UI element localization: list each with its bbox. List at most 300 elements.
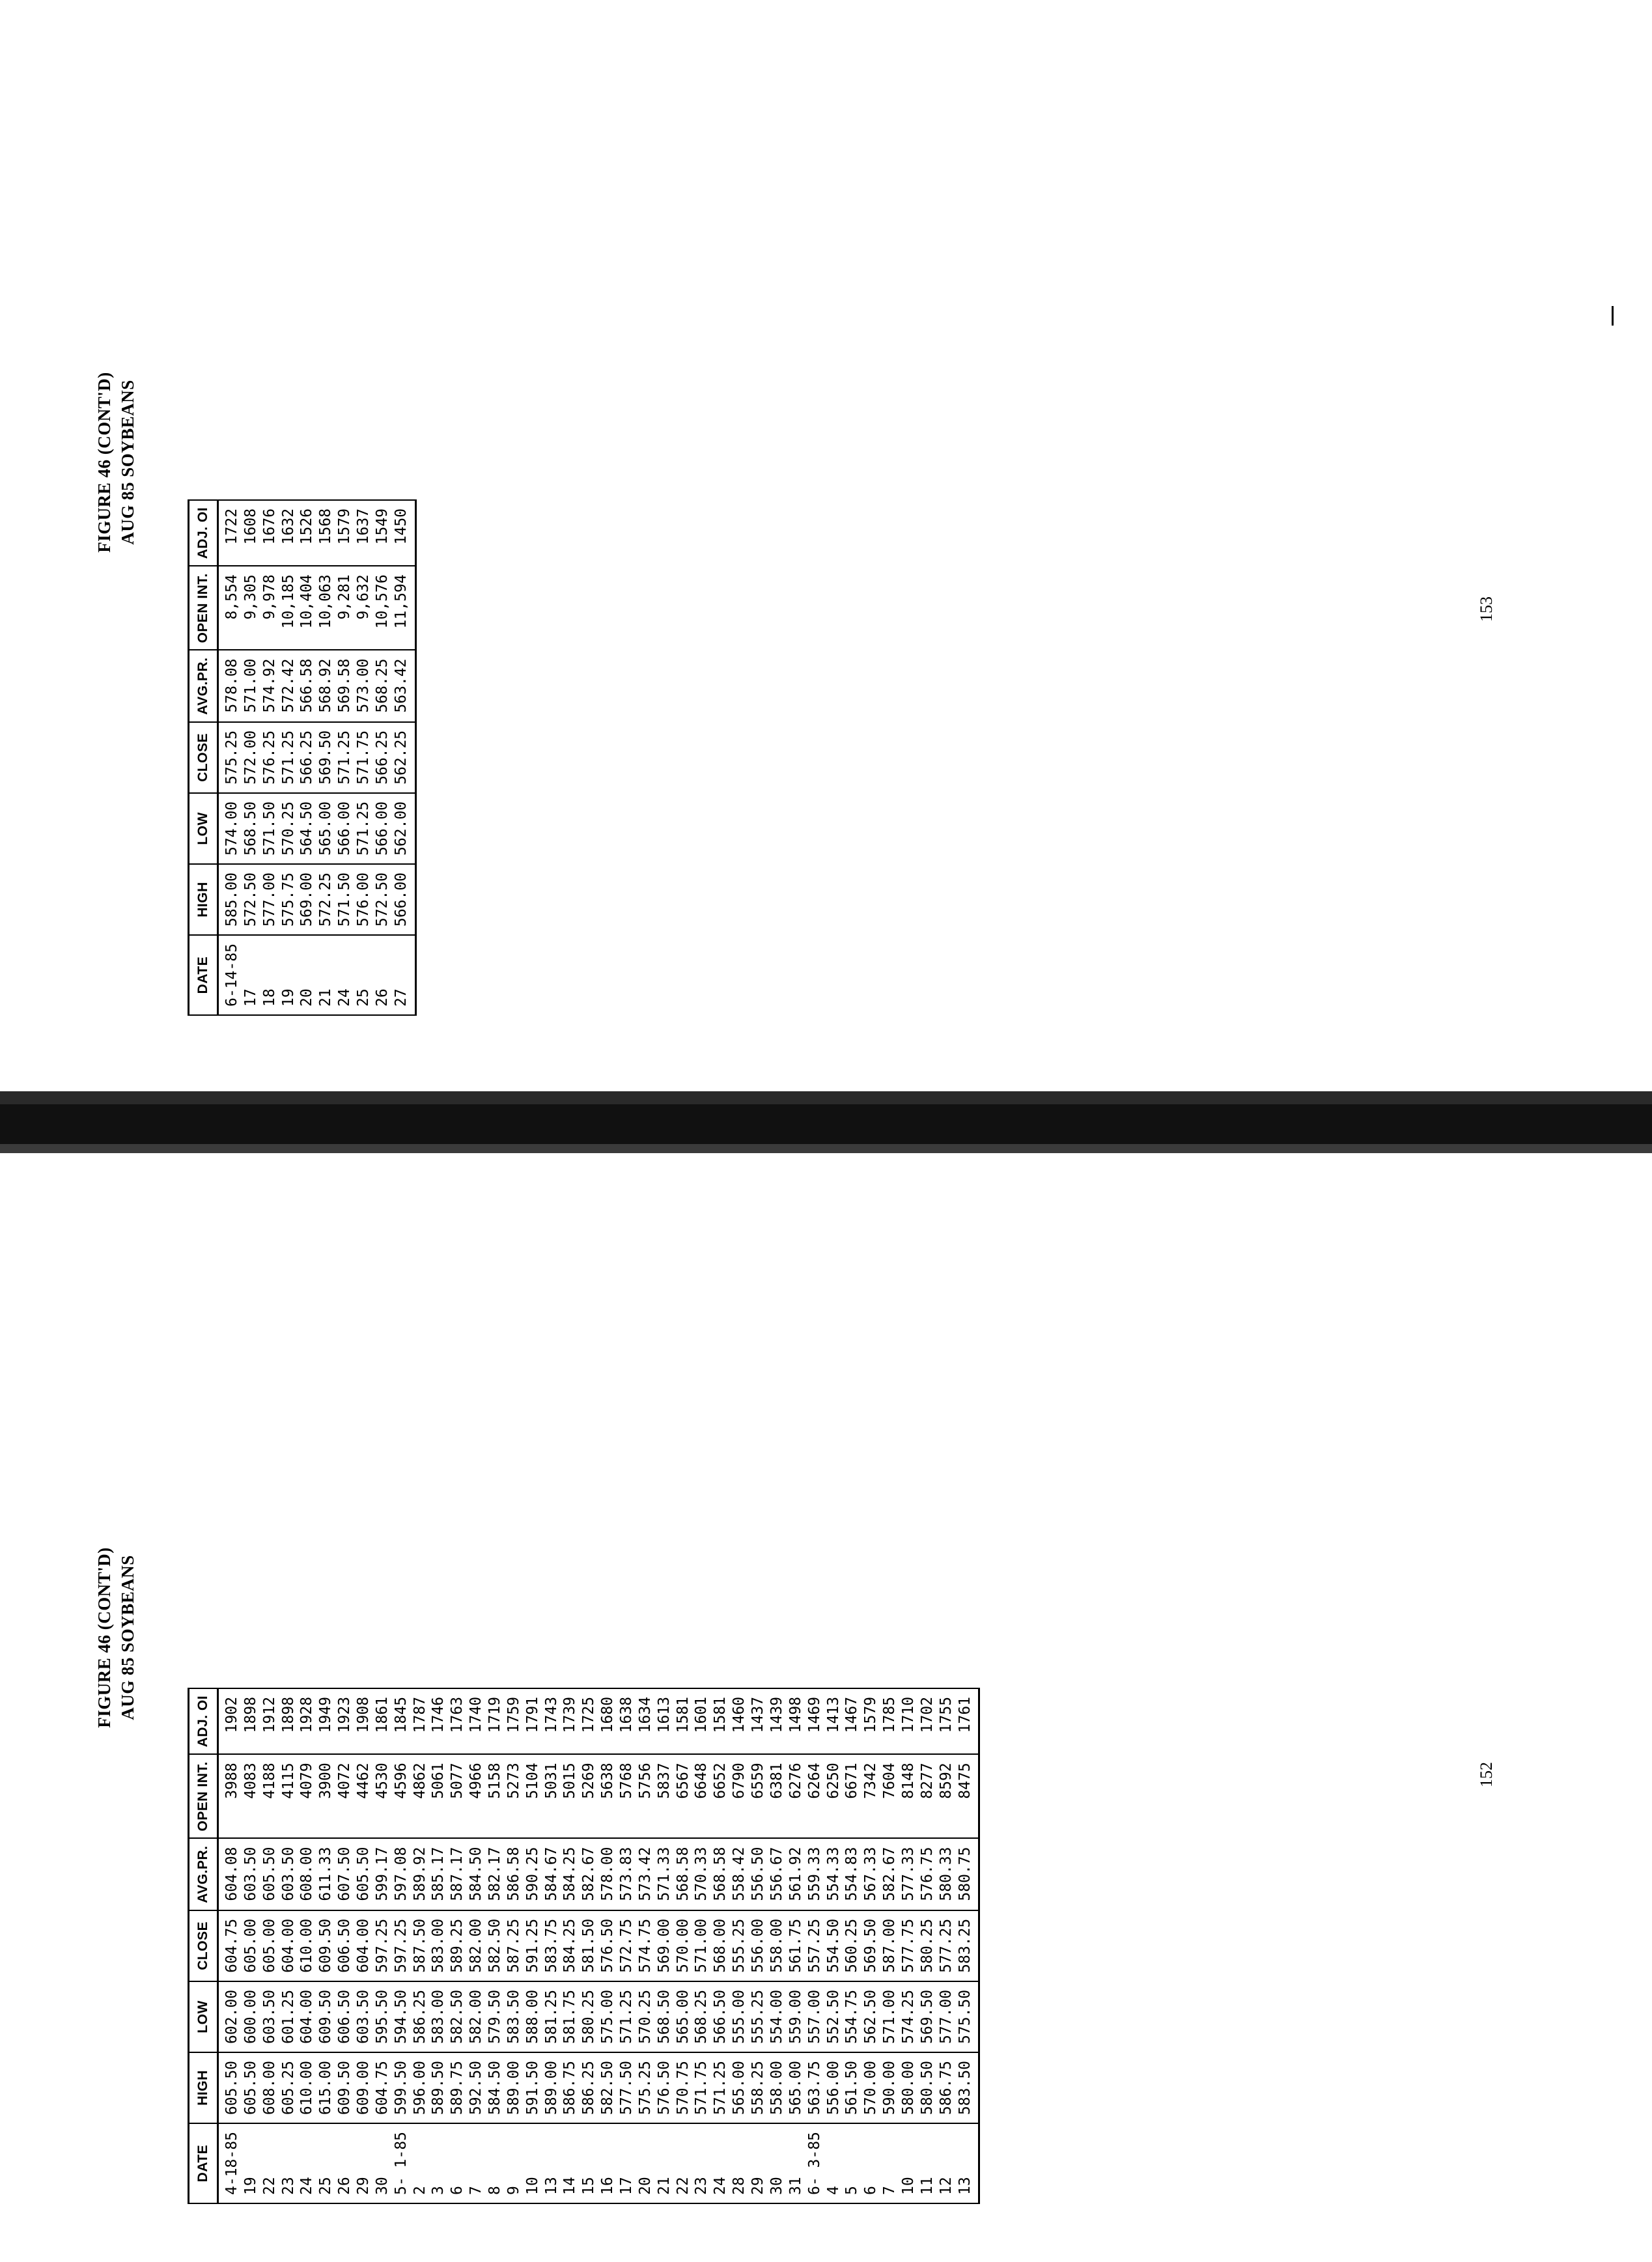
cell-close: 581.50 [580,1910,598,1981]
cell-close: 566.25 [373,722,392,793]
cell-avgpr: 576.75 [918,1838,937,1910]
cell-openint: 5837 [655,1754,674,1838]
cell-adjoi: 1861 [373,1688,392,1754]
cell-adjoi: 1450 [392,500,415,566]
cell-low: 565.00 [674,1981,693,2052]
cell-high: 561.50 [843,2052,861,2123]
table-row [824,1688,843,2203]
cell-openint: 6567 [674,1754,693,1838]
data-table-wrapper-153 [188,499,417,1016]
cell-avgpr: 605.50 [260,1838,279,1910]
cell-date: 22 [674,2123,693,2203]
cell-openint: 4462 [354,1754,373,1838]
cell-adjoi: 1739 [561,1688,580,1754]
cell-close: 583.25 [956,1910,979,1981]
cell-adjoi: 1761 [956,1688,979,1754]
cell-date: 25 [354,935,373,1015]
cell-low: 564.50 [298,793,316,864]
column-header-close: CLOSE [189,1910,218,1981]
cell-low: 601.25 [279,1981,298,2052]
cell-date: 9 [505,2123,524,2203]
cell-date: 11 [918,2123,937,2203]
cell-close: 554.50 [824,1910,843,1981]
cell-openint: 5756 [636,1754,655,1838]
table-row [956,1688,979,2203]
cell-high: 571.75 [692,2052,711,2123]
cell-low: 582.00 [467,1981,486,2052]
cell-adjoi: 1439 [768,1688,787,1754]
cell-date: 29 [354,2123,373,2203]
cell-adjoi: 1579 [861,1688,880,1754]
cell-openint: 6671 [843,1754,861,1838]
cell-adjoi: 1579 [335,500,354,566]
cell-close: 609.50 [316,1910,335,1981]
column-header-avgpr: AVG.PR. [189,1838,218,1910]
cell-low: 609.50 [316,1981,335,2052]
cell-close: 605.00 [260,1910,279,1981]
cell-avgpr: 568.25 [373,650,392,721]
cell-avgpr: 571.00 [242,650,260,721]
cell-openint: 3988 [218,1754,242,1838]
cell-close: 568.00 [711,1910,730,1981]
cell-openint: 4115 [279,1754,298,1838]
cell-adjoi: 1740 [467,1688,486,1754]
cell-low: 555.00 [730,1981,749,2052]
cell-openint: 5031 [542,1754,561,1838]
table-row [692,1688,711,2203]
cell-openint: 6648 [692,1754,711,1838]
table-row [316,1688,335,2203]
cell-date: 5 [843,2123,861,2203]
data-table-153 [188,499,417,1016]
cell-avgpr: 554.33 [824,1838,843,1910]
cell-date: 27 [392,935,415,1015]
cell-openint: 5638 [598,1754,617,1838]
cell-adjoi: 1908 [354,1688,373,1754]
cell-close: 558.00 [768,1910,787,1981]
cell-openint: 5273 [505,1754,524,1838]
cell-openint: 6276 [787,1754,805,1838]
table-row [749,1688,768,2203]
cell-close: 606.50 [335,1910,354,1981]
column-header-openint: OPEN INT. [189,566,218,650]
table-row [392,500,415,1015]
cell-avgpr: 554.83 [843,1838,861,1910]
cell-high: 571.25 [711,2052,730,2123]
table-row [260,500,279,1015]
cell-openint: 4530 [373,1754,392,1838]
cell-low: 566.50 [711,1981,730,2052]
cell-adjoi: 1898 [242,1688,260,1754]
table-row [580,1688,598,2203]
table-row [542,1688,561,2203]
cell-high: 604.75 [373,2052,392,2123]
table-row [335,500,354,1015]
table-row [937,1688,956,2203]
cell-avgpr: 580.75 [956,1838,979,1910]
cell-low: 606.50 [335,1981,354,2052]
cell-adjoi: 1581 [711,1688,730,1754]
column-header-adjoi: ADJ. OI [189,1688,218,1754]
cell-close: 569.50 [861,1910,880,1981]
cell-adjoi: 1949 [316,1688,335,1754]
cell-adjoi: 1719 [486,1688,505,1754]
cell-high: 585.00 [218,864,242,935]
cell-date: 17 [617,2123,636,2203]
cell-avgpr: 582.67 [580,1838,598,1910]
cell-date: 24 [711,2123,730,2203]
cell-date: 20 [298,935,316,1015]
table-row [316,500,335,1015]
cell-openint: 5015 [561,1754,580,1838]
cell-adjoi: 1746 [429,1688,448,1754]
scan-shadow-band [0,1102,1652,1145]
cell-adjoi: 1601 [692,1688,711,1754]
cell-close: 576.50 [598,1910,617,1981]
table-row [279,1688,298,2203]
table-row [561,1688,580,2203]
cell-date: 13 [956,2123,979,2203]
table-row [655,1688,674,2203]
cell-close: 571.25 [279,722,298,793]
cell-adjoi: 1437 [749,1688,768,1754]
cell-high: 599.50 [392,2052,411,2123]
cell-date: 23 [279,2123,298,2203]
cell-high: 615.00 [316,2052,335,2123]
cell-adjoi: 1549 [373,500,392,566]
page-153 [0,0,1652,1107]
cell-openint: 11,594 [392,566,415,650]
cell-high: 572.50 [242,864,260,935]
cell-adjoi: 1725 [580,1688,598,1754]
cell-high: 589.50 [429,2052,448,2123]
cell-low: 594.50 [392,1981,411,2052]
table-row [636,1688,655,2203]
cell-date: 19 [279,935,298,1015]
cell-openint: 8,554 [218,566,242,650]
cell-avgpr: 584.50 [467,1838,486,1910]
cell-low: 603.50 [354,1981,373,2052]
cell-date: 21 [316,935,335,1015]
cell-openint: 6264 [805,1754,824,1838]
cell-date: 26 [335,2123,354,2203]
cell-close: 566.25 [298,722,316,793]
cell-high: 572.50 [373,864,392,935]
cell-avgpr: 611.33 [316,1838,335,1910]
cell-low: 562.00 [392,793,415,864]
cell-date: 5- 1-85 [392,2123,411,2203]
cell-avgpr: 578.08 [218,650,242,721]
cell-close: 583.75 [542,1910,561,1981]
cell-openint: 8148 [899,1754,918,1838]
cell-openint: 4079 [298,1754,316,1838]
cell-high: 580.50 [918,2052,937,2123]
cell-high: 565.00 [730,2052,749,2123]
cell-date: 6 [861,2123,880,2203]
cell-adjoi: 1791 [524,1688,542,1754]
cell-adjoi: 1845 [392,1688,411,1754]
cell-date: 2 [411,2123,430,2203]
cell-openint: 6652 [711,1754,730,1838]
cell-date: 4-18-85 [218,2123,242,2203]
cell-adjoi: 1912 [260,1688,279,1754]
cell-adjoi: 1469 [805,1688,824,1754]
cell-openint: 4596 [392,1754,411,1838]
table-row [805,1688,824,2203]
cell-openint: 10,404 [298,566,316,650]
cell-openint: 5104 [524,1754,542,1838]
table-row [880,1688,899,2203]
cell-adjoi: 1763 [448,1688,467,1754]
cell-high: 605.25 [279,2052,298,2123]
cell-adjoi: 1413 [824,1688,843,1754]
cell-high: 605.50 [218,2052,242,2123]
cell-high: 583.50 [956,2052,979,2123]
cell-openint: 6381 [768,1754,787,1838]
cell-low: 571.25 [617,1981,636,2052]
table-row [711,1688,730,2203]
cell-close: 597.25 [392,1910,411,1981]
cell-avgpr: 585.17 [429,1838,448,1910]
cell-avgpr: 603.50 [242,1838,260,1910]
cell-adjoi: 1467 [843,1688,861,1754]
column-header-date: DATE [189,2123,218,2203]
cell-close: 560.25 [843,1910,861,1981]
cell-high: 589.75 [448,2052,467,2123]
cell-openint: 6790 [730,1754,749,1838]
cell-low: 583.00 [429,1981,448,2052]
scan-tick-mark [1612,306,1614,326]
cell-close: 604.75 [218,1910,242,1981]
cell-close: 571.75 [354,722,373,793]
cell-avgpr: 569.58 [335,650,354,721]
cell-avgpr: 561.92 [787,1838,805,1910]
table-row [861,1688,880,2203]
cell-openint: 4966 [467,1754,486,1838]
cell-date: 21 [655,2123,674,2203]
cell-low: 554.00 [768,1981,787,2052]
cell-date: 22 [260,2123,279,2203]
cell-openint: 9,305 [242,566,260,650]
cell-avgpr: 567.33 [861,1838,880,1910]
cell-close: 570.00 [674,1910,693,1981]
cell-avgpr: 556.50 [749,1838,768,1910]
cell-date: 30 [768,2123,787,2203]
cell-close: 605.00 [242,1910,260,1981]
cell-close: 561.75 [787,1910,805,1981]
cell-low: 552.50 [824,1981,843,2052]
cell-low: 574.00 [218,793,242,864]
cell-high: 608.00 [260,2052,279,2123]
cell-date: 24 [335,935,354,1015]
table-row [298,500,316,1015]
cell-close: 610.00 [298,1910,316,1981]
cell-date: 28 [730,2123,749,2203]
cell-close: 557.25 [805,1910,824,1981]
cell-avgpr: 571.33 [655,1838,674,1910]
cell-avgpr: 572.42 [279,650,298,721]
cell-date: 15 [580,2123,598,2203]
cell-adjoi: 1608 [242,500,260,566]
cell-avgpr: 582.17 [486,1838,505,1910]
cell-openint: 9,281 [335,566,354,650]
cell-high: 575.25 [636,2052,655,2123]
cell-low: 571.00 [880,1981,899,2052]
cell-high: 586.25 [580,2052,598,2123]
cell-high: 566.00 [392,864,415,935]
cell-date: 25 [316,2123,335,2203]
cell-avgpr: 559.33 [805,1838,824,1910]
cell-date: 6- 3-85 [805,2123,824,2203]
column-header-high: HIGH [189,2052,218,2123]
table-row [467,1688,486,2203]
table-row [279,500,298,1015]
cell-avgpr: 580.33 [937,1838,956,1910]
cell-avgpr: 586.58 [505,1838,524,1910]
cell-date: 7 [467,2123,486,2203]
cell-adjoi: 1722 [218,500,242,566]
cell-date: 26 [373,935,392,1015]
cell-avgpr: 584.67 [542,1838,561,1910]
cell-avgpr: 566.58 [298,650,316,721]
cell-date: 3 [429,2123,448,2203]
cell-close: 575.25 [218,722,242,793]
cell-low: 582.50 [448,1981,467,2052]
figure-title-152 [92,1429,140,1846]
cell-avgpr: 577.33 [899,1838,918,1910]
cell-date: 4 [824,2123,843,2203]
cell-high: 589.00 [505,2052,524,2123]
cell-openint: 4188 [260,1754,279,1838]
table-row [242,1688,260,2203]
cell-date: 29 [749,2123,768,2203]
cell-high: 570.75 [674,2052,693,2123]
cell-high: 584.50 [486,2052,505,2123]
cell-date: 8 [486,2123,505,2203]
column-header-low: LOW [189,793,218,864]
cell-adjoi: 1680 [598,1688,617,1754]
cell-high: 576.00 [354,864,373,935]
cell-high: 577.50 [617,2052,636,2123]
cell-close: 582.00 [467,1910,486,1981]
cell-close: 591.25 [524,1910,542,1981]
figure-title-line2-152: AUG 85 SOYBEANS [118,1555,138,1720]
cell-openint: 5158 [486,1754,505,1838]
cell-avgpr: 563.42 [392,650,415,721]
cell-openint: 10,576 [373,566,392,650]
cell-low: 577.00 [937,1981,956,2052]
column-header-openint: OPEN INT. [189,1754,218,1838]
cell-adjoi: 1755 [937,1688,956,1754]
cell-close: 577.75 [899,1910,918,1981]
table-row [218,500,242,1015]
table-row [918,1688,937,2203]
cell-close: 572.75 [617,1910,636,1981]
cell-avgpr: 590.25 [524,1838,542,1910]
cell-low: 568.50 [655,1981,674,2052]
table-row [373,500,392,1015]
cell-low: 579.50 [486,1981,505,2052]
cell-adjoi: 1498 [787,1688,805,1754]
cell-adjoi: 1581 [674,1688,693,1754]
cell-close: 587.25 [505,1910,524,1981]
figure-title-line1-153: FIGURE 46 (CONT'D) [94,372,114,553]
cell-avgpr: 587.17 [448,1838,467,1910]
cell-low: 575.00 [598,1981,617,2052]
cell-low: 604.00 [298,1981,316,2052]
cell-openint: 6250 [824,1754,843,1838]
cell-close: 569.50 [316,722,335,793]
cell-avgpr: 607.50 [335,1838,354,1910]
cell-low: 574.25 [899,1981,918,2052]
cell-openint: 10,063 [316,566,335,650]
column-header-low: LOW [189,1981,218,2052]
cell-high: 609.00 [354,2052,373,2123]
cell-low: 571.25 [354,793,373,864]
cell-high: 558.00 [768,2052,787,2123]
cell-low: 595.50 [373,1981,392,2052]
cell-close: 589.25 [448,1910,467,1981]
cell-close: 582.50 [486,1910,505,1981]
cell-close: 571.25 [335,722,354,793]
cell-openint: 9,978 [260,566,279,650]
cell-avgpr: 573.42 [636,1838,655,1910]
scan-shadow-band-feather [0,1091,1652,1104]
cell-date: 19 [242,2123,260,2203]
cell-close: 587.50 [411,1910,430,1981]
table-row [242,500,260,1015]
cell-avgpr: 608.00 [298,1838,316,1910]
cell-low: 554.75 [843,1981,861,2052]
table-row [787,1688,805,2203]
cell-adjoi: 1637 [354,500,373,566]
table-row [335,1688,354,2203]
cell-high: 570.00 [861,2052,880,2123]
cell-close: 583.00 [429,1910,448,1981]
table-row [899,1688,918,2203]
cell-low: 568.50 [242,793,260,864]
cell-low: 566.00 [373,793,392,864]
cell-adjoi: 1710 [899,1688,918,1754]
cell-openint: 4072 [335,1754,354,1838]
table-row [524,1688,542,2203]
scan-shadow-band-lower-feather [0,1144,1652,1153]
cell-close: 584.25 [561,1910,580,1981]
cell-high: 565.00 [787,2052,805,2123]
cell-low: 580.25 [580,1981,598,2052]
column-header-adjoi: ADJ. OI [189,500,218,566]
cell-adjoi: 1759 [505,1688,524,1754]
cell-avgpr: 584.25 [561,1838,580,1910]
figure-title-line2-153: AUG 85 SOYBEANS [118,380,138,545]
cell-date: 7 [880,2123,899,2203]
cell-openint: 8592 [937,1754,956,1838]
cell-adjoi: 1676 [260,500,279,566]
cell-avgpr: 570.33 [692,1838,711,1910]
cell-date: 24 [298,2123,316,2203]
table-row [486,1688,505,2203]
cell-high: 586.75 [937,2052,956,2123]
cell-adjoi: 1898 [279,1688,298,1754]
figure-title-line1-152: FIGURE 46 (CONT'D) [94,1547,114,1728]
cell-date: 31 [787,2123,805,2203]
cell-openint: 5269 [580,1754,598,1838]
cell-date: 23 [692,2123,711,2203]
cell-close: 574.75 [636,1910,655,1981]
cell-high: 590.00 [880,2052,899,2123]
cell-high: 589.00 [542,2052,561,2123]
cell-avgpr: 582.67 [880,1838,899,1910]
